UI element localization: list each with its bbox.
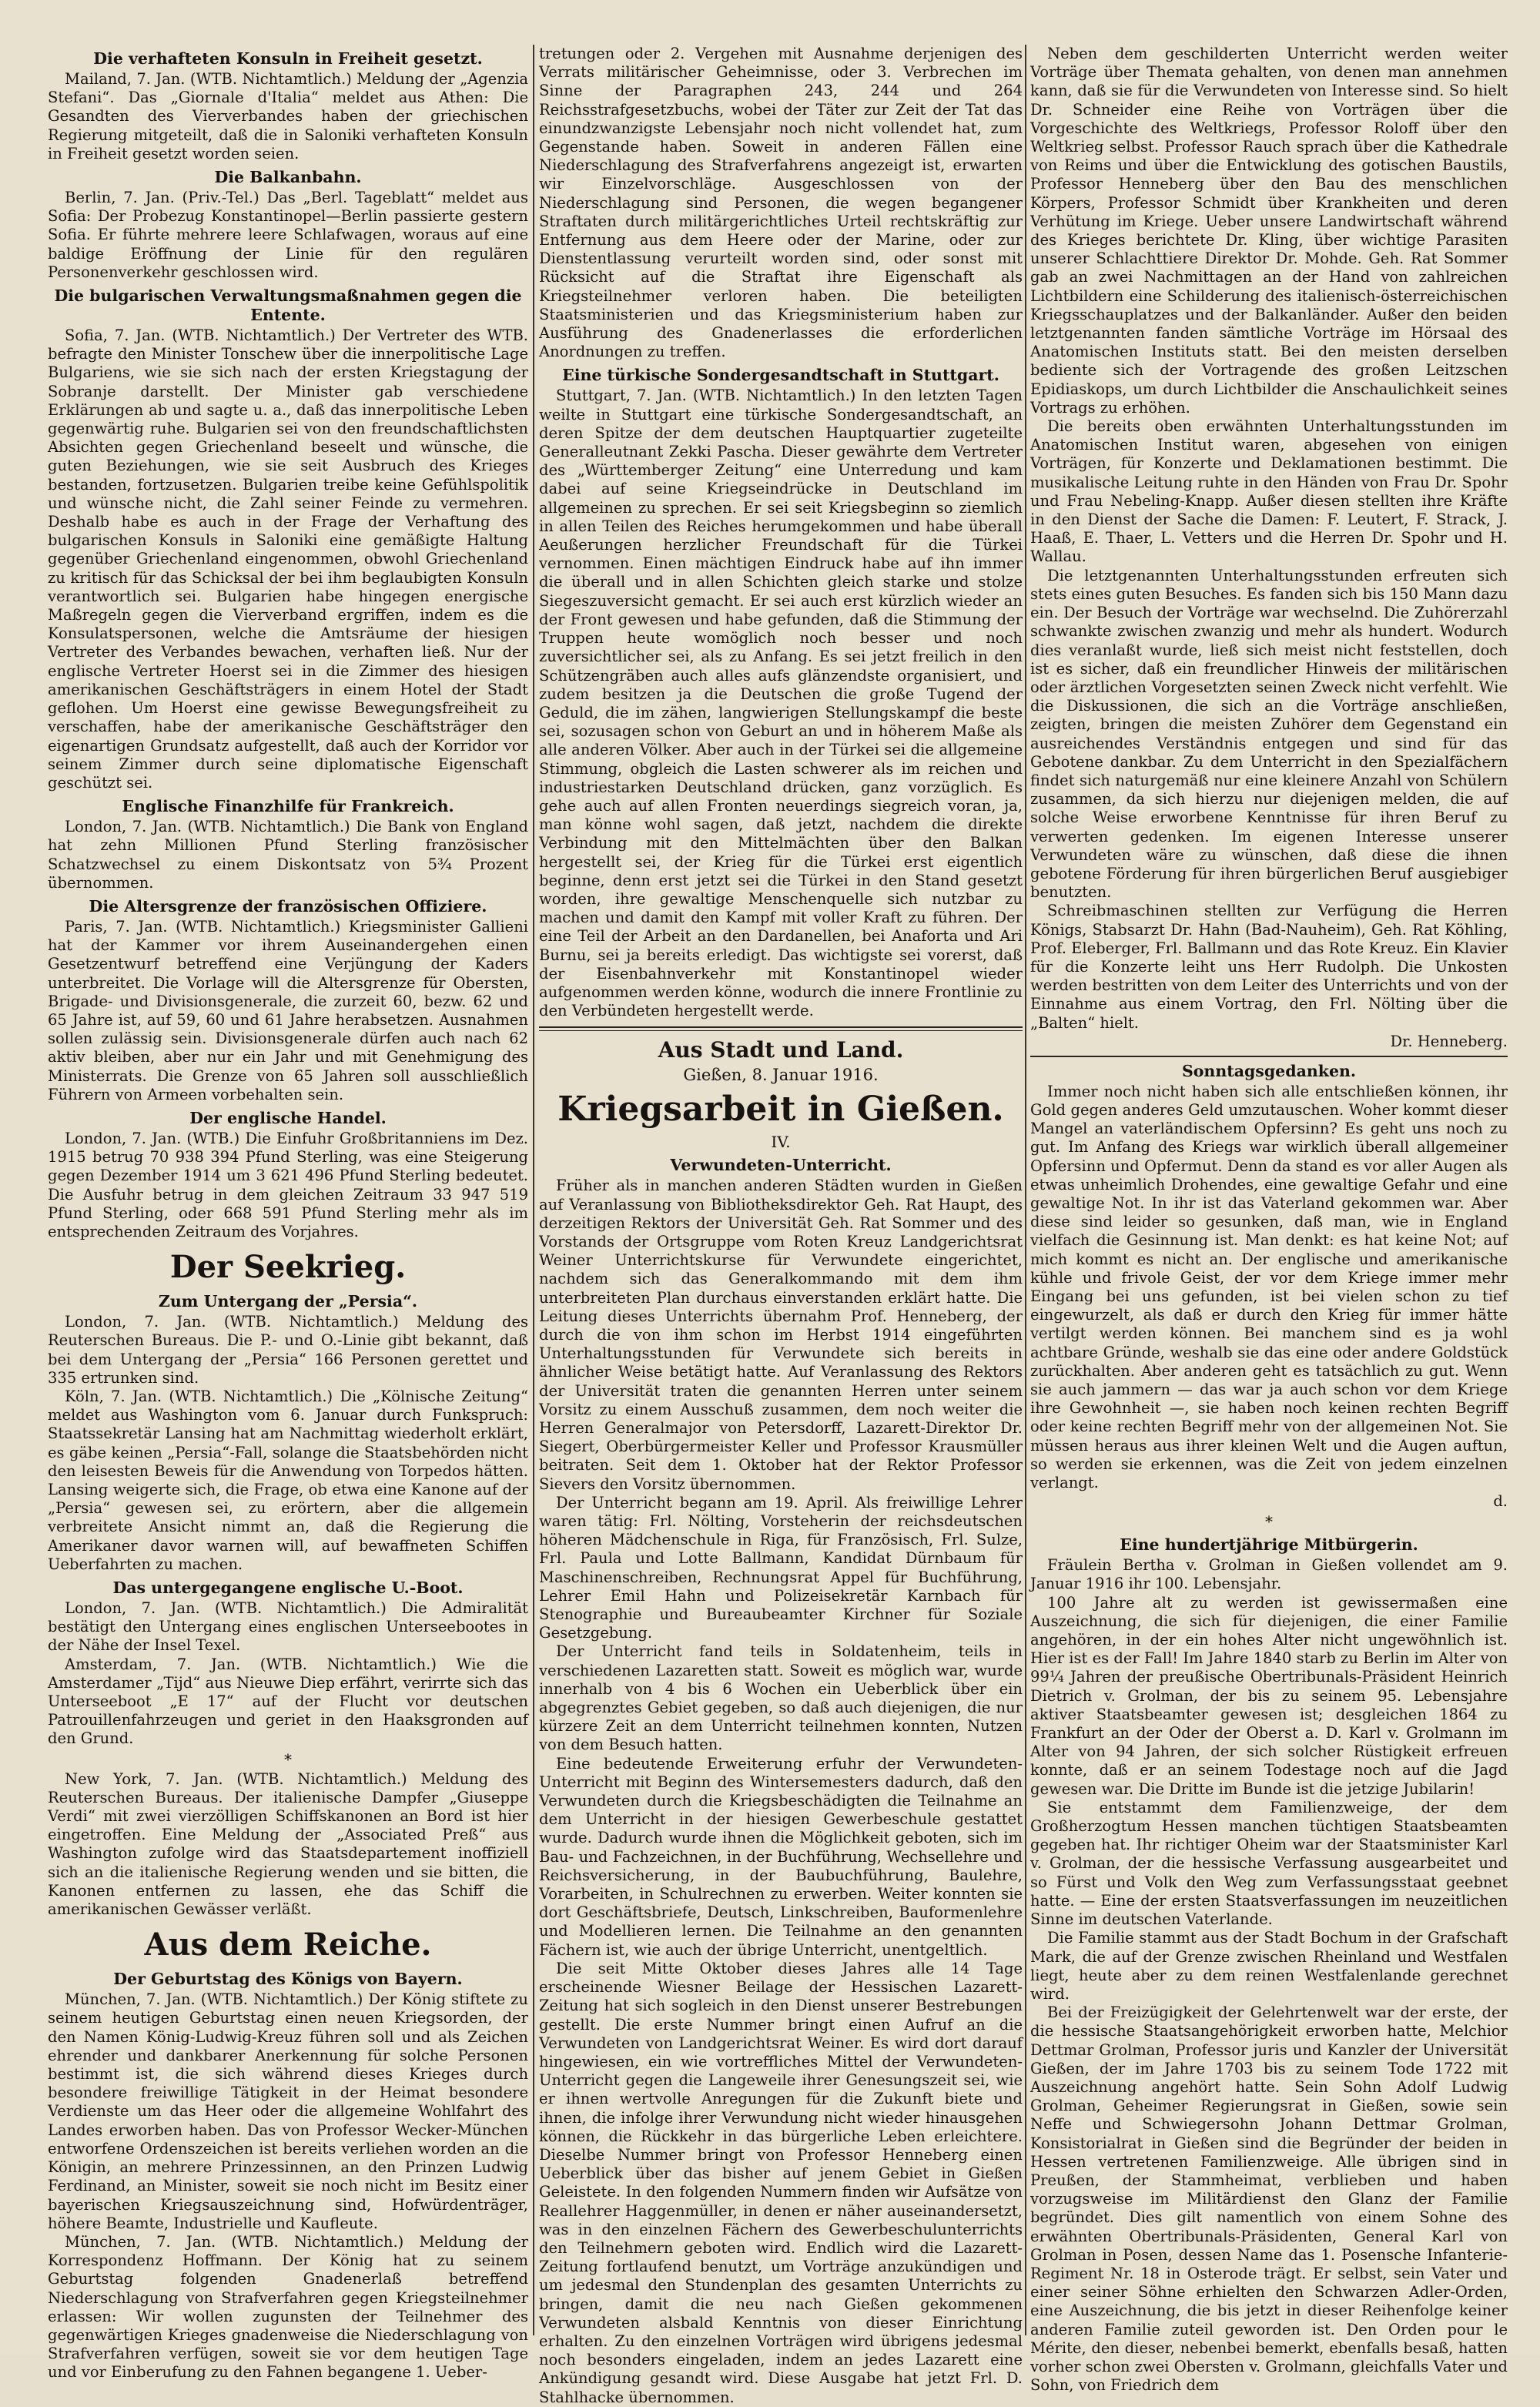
article-paragraph: Schreibmaschinen stellten zur Verfügung die Herren Königs, Stabsarzt Dr. Hahn (Bad-Nauheim), Geh. Rat Köhling, Prof. Eleberger, Frl. Ballmann und das Rote Kreuz. Ein Klavier für die Konzerte leiht uns Herr Rudolph. Die Unkosten werden bestritten von dem Leiter des Unterrichts und von der Einnahme aus einem Vortrag, den Frl. Nölting über die „Balten“ hielt. [1030, 902, 1508, 1032]
column-divider [1025, 45, 1026, 2335]
section-banner: Aus Stadt und Land. [658, 1037, 904, 1063]
article-paragraph: Fräulein Bertha v. Grolman in Gießen vollendet am 9. Januar 1916 ihr 100. Lebensjahr. [1030, 1556, 1508, 1593]
article-paragraph: tretungen oder 2. Vergehen mit Ausnahme derjenigen des Verrats militärischer Geheimnisse, oder 3. Verbrechen im Sinne der Paragraphen 243, 244 und 264 Reichsstrafgesetzbuchs, wobei der Täter zur Zeit der Tat das einundzwanzigste Lebensjahr noch nicht vollendet hat, zum Gegenstande haben. Soweit in anderen Fällen eine Niederschlagung des Strafverfahrens angezeigt ist, erwarten wir Einzelvorschläge. Ausgeschlossen von der Niederschlagung sind Personen, die wegen begangener Straftaten durch militärgerichtliches Urteil rechtskräftig zur Entfernung aus dem Heere oder der Marine, oder zur Dienstentlassung verurteilt worden sind, oder sonst mit Rücksicht auf die Straftat ihre Eigenschaft als Kriegsteilnehmer verloren haben. Die beteiligten Staatsministerien und das Kriegsministerium haben zur Ausführung des Gnadenerlasses die erforderlichen Anordnungen zu treffen. [539, 45, 1023, 361]
article-paragraph: Amsterdam, 7. Jan. (WTB. Nichtamtlich.) Wie die Amsterdamer „Tijd“ aus Nieuwe Diep erfährt, verirrte sich das Unterseeboot „E 17“ auf der Flucht vor deutschen Patrouillenfahrzeugen und geriet in den Haaksgronden auf den Grund. [48, 1655, 528, 1748]
article-paragraph: Die letztgenannten Unterhaltungsstunden erfreuten sich stets eines guten Besuches. Es fanden sich bis 150 Mann dazu ein. Der Besuch der Vorträge war wechselnd. Die Zuhörerzahl schwankte zwischen zwanzig und mehr als hundert. Wodurch dies veranlaßt wurde, ließ sich meist nicht feststellen, doch ist es sicher, daß ein freundlicher Hinweis der militärischen oder ärztlichen Vorgesetzten seinen Zweck nicht verfehlt. Wie die Diskussionen, die sich an die Vorträge anschließen, zeigten, bringen die meisten Zuhörer dem Gegenstand ein ausreichendes Verständnis entgegen und sind für das Gebotene dankbar. Zu dem Unterricht in den Spezialfächern findet sich naturgemäß nur eine kleinere Anzahl von Schülern zusammen, da sich hierzu nur diejenigen melden, die auf solche Weise erworbene Kenntnisse für ihren Beruf zu verwerten gedenken. Im eigenen Interesse unserer Verwundeten wäre zu wünschen, daß diese die ihnen gebotene Förderung für ihren bürgerlichen Beruf ausgiebiger benutzten. [1030, 566, 1508, 902]
column-left [48, 45, 528, 2382]
article-headline: Die Altersgrenze der französischen Offiziere. [89, 896, 487, 916]
article-headline: Sonntagsgedanken. [1181, 1061, 1357, 1080]
article-headline: Die verhafteten Konsuln in Freiheit gesetzt. [93, 49, 483, 68]
column-middle-top [539, 45, 1023, 1020]
section-heading: Der Seekrieg. [169, 1249, 407, 1286]
article-paragraph: London, 7. Jan. (WTB. Nichtamtlich.) Die Bank von England hat zehn Millionen Pfund Sterling französischer Schatzwechsel zu einem Diskontsatz von 5¾ Prozent übernommen. [48, 818, 528, 892]
article-paragraph: Bei der Freizügigkeit der Gelehrtenwelt war der erste, der die hessische Staatsangehörigkeit erworben hatte, Melchior Dettmar Grolman, Professor juris und Kanzler der Universität Gießen, der im Jahre 1703 bis zu seinem Tode 1722 mit Auszeichnung angehört hatte. Sein Sohn Adolf Ludwig Grolman, Geheimer Regierungsrat in Gießen, sowie sein Neffe und Schwiegersohn Johann Dettmar Grolman, Konsistorialrat in Gießen sind die Begründer der beiden in Hessen vertretenen Familienzweige. Alle übrigen sind in Preußen, der Stammheimat, verblieben und haben vorzugsweise im Militärdienst den Glanz der Familie begründet. Dies gilt namentlich von einem Sohne des erwähnten Obertribunals-Präsidenten, General Karl von Grolman in Posen, dessen Name das 1. Posensche Infanterie-Regiment Nr. 18 in Osterode trägt. Er selbst, sein Vater und einer seiner Söhne erhielten den Schwarzen Adler-Orden, eine Auszeichnung, die bis jetzt in dieser Reihenfolge keiner anderen Familie zuteil geworden ist. Den Orden pour le Mérite, den dieser, nebenbei bemerkt, ebenfalls besaß, hatten vorher schon zwei Obersten v. Grolmann, gleichfalls Vater und Sohn, von Friedrich dem [1030, 2004, 1508, 2395]
article-paragraph: Der Unterricht begann am 19. April. Als freiwillige Lehrer waren tätig: Frl. Nölting, Vorsteherin der reichsdeutschen höheren Mädchenschule in Riga, für Französisch, Frl. Sulze, Frl. Paula und Lotte Ballmann, Kandidat Dürnbaum für Maschinenschreiben, Rechnungsrat Appel für Buchführung, Lehrer Emil Hahn und Polizeisekretär Karnbach für Stenographie und Bureaubeamter Kirchner für Soziale Gesetzgebung. [539, 1493, 1023, 1642]
article-paragraph: Köln, 7. Jan. (WTB. Nichtamtlich.) Die „Kölnische Zeitung“ meldet aus Washington vom 6. Januar durch Funkspruch: Staatssekretär Lansing hat am Nachmittag wiederholt erklärt, es gäbe keinen „Persia“-Fall, solange die Staatsbehörden nicht den leisesten Beweis für die Anwendung von Torpedos hätten. Lansing weigerte sich, die Frage, ob etwa eine Kanone auf der „Persia“ gewesen sei, zu erörtern, aber die allgemein verbreitete Ansicht nimmt an, daß die Regierung die Amerikaner davor warnen will, auf bewaffneten Schiffen Ueberfahrten zu machen. [48, 1387, 528, 1573]
article-headline: Die Balkanbahn. [214, 168, 362, 187]
local-news-section [539, 1037, 1023, 2406]
article-paragraph: London, 7. Jan. (WTB. Nichtamtlich.) Meldung des Reuterschen Bureaus. Die P.- und O.-Linie gibt bekannt, daß bei dem Untergang der „Persia“ 166 Personen gerettet und 335 ertrunken sind. [48, 1313, 528, 1387]
article-paragraph: München, 7. Jan. (WTB. Nichtamtlich.) Meldung der Korrespondenz Hoffmann. Der König hat zu seinem Geburtstag folgenden Gnadenerlaß betreffend Niederschlagung von Strafverfahren gegen Kriegsteilnehmer erlassen: Wir wollen zugunsten der Teilnehmer des gegenwärtigen Krieges gnadenweise die Niederschlagung von Strafverfahren verfügen, soweit sie vor dem heutigen Tage und vor Einberufung zu den Fahnen begangene 1. Ueber- [48, 2232, 528, 2382]
section-heading: Aus dem Reiche. [144, 1927, 432, 1963]
article-headline: Englische Finanzhilfe für Frankreich. [122, 797, 454, 816]
feature-headline: Kriegsarbeit in Gießen. [557, 1090, 1004, 1130]
article-paragraph: München, 7. Jan. (WTB. Nichtamtlich.) Der König stiftete zu seinem heutigen Geburtstag einen neuen Kriegsorden, der den Namen König-Ludwig-Kreuz führen soll und als Zeichen ehrender und dankbarer Anerkennung für solche Personen bestimmt ist, die sich während dieses Krieges durch besondere freiwillige Tätigkeit in der Heimat besondere Verdienste um das Heer oder die allgemeine Wohlfahrt des Landes erworben haben. Das von Professor Wecker-München entworfene Ordenszeichen ist bereits verliehen worden an die Königin, an mehrere Prinzessinnen, an den Prinzen Ludwig Ferdinand, an Minister, soweit sie noch nicht im Besitz einer bayerischen Kriegsauszeichnung sind, Hofwürdenträger, höhere Beamte, Industrielle und Kaufleute. [48, 1990, 528, 2232]
article-paragraph: Die Familie stammt aus der Stadt Bochum in der Grafschaft Mark, die auf der Grenze zwischen Rheinland und Westfalen liegt, heute aber zu dem reinen Westfalenlande gerechnet wird. [1030, 1929, 1508, 2003]
article-paragraph: Sofia, 7. Jan. (WTB. Nichtamtlich.) Der Vertreter des WTB. befragte den Minister Tonschew über die innerpolitische Lage Bulgariens, wie sie sich nach der ersten Kriegstagung der Sobranje darstellt. Der Minister gab verschiedene Erklärungen ab und sagte u. a., daß das innerpolitische Leben gegenwärtig ruhe. Bulgarien sei von den freundschaftlichsten Absichten gegen Griechenland beseelt und wünsche, die guten Beziehungen, wie sie seit Ausbruch des Krieges bestanden, fortzusetzen. Bulgarien treibe keine Gefühlspolitik und wünsche nicht, die Zahl seiner Feinde zu vermehren. Deshalb habe es auch in der Frage der Verhaftung des bulgarischen Konsuls in Saloniki eine gemäßigte Haltung gegenüber Griechenland eingenommen, obwohl Griechenland zu kritisch für das Schicksal der bei ihm beglaubigten Konsuln verantwortlich sei. Bulgarien habe hingegen energische Maßregeln gegen die Vierverband ergriffen, indem es die Konsulatspersonen, welche die Amtsräume der hiesigen Vertreter des Verbandes bewachen, verhaften ließ. Nur der englische Vertreter Hoerst sei in die Zimmer des hiesigen amerikanischen Geschäftsträgers in einem Hotel der Stadt geflohen. Um Hoerst eine gewisse Bewegungsfreiheit zu verschaffen, habe der amerikanische Geschäftsträger den eigenartigen Grundsatz aufgestellt, daß auch der Korridor vor seinem Zimmer durch seine diplomatische Eigenschaft geschützt sei. [48, 326, 528, 792]
separator-star: * [1265, 1512, 1273, 1532]
column-right [1030, 45, 1508, 2395]
article-headline: Der englische Handel. [189, 1108, 387, 1127]
column-middle [539, 45, 1023, 2406]
dateline: Gießen, 8. Januar 1916. [683, 1066, 879, 1085]
article-paragraph: Sie entstammt dem Familienzweige, der dem Großherzogtum Hessen manchen tüchtigen Staatsbeamten gegeben hat. Ihr richtiger Oheim war der Staatsminister Karl v. Grolman, der die hessische Verfassung ausgearbeitet und so Fürst und Volk den Weg zum Verfassungsstaat geebnet hatte. — Eine der ersten Staatsverfassungen im neuzeitlichen Sinne im deutschen Vaterlande. [1030, 1798, 1508, 1929]
article-headline: Zum Untergang der „Persia“. [158, 1292, 418, 1311]
article-paragraph: Die bereits oben erwähnten Unterhaltungsstunden im Anatomischen Institut waren, abgesehen von einigen Vorträgen, für Konzerte und Deklamationen bestimmt. Die musikalische Leitung ruhte in den Händen von Frau Dr. Spohr und Frau Nebeling-Knapp. Außer diesen stellten ihre Kräfte in den Dienst der Sache die Damen: F. Leutert, F. Strack, J. Haaß, E. Thaer, L. Vetters und die Herren Dr. Spohr und H. Wallau. [1030, 417, 1508, 566]
article-paragraph: London, 7. Jan. (WTB. Nichtamtlich.) Die Admiralität bestätigt den Untergang eines englischen Unterseebootes in der Nähe der Insel Texel. [48, 1599, 528, 1655]
column-divider [533, 45, 534, 2335]
article-headline: Verwundeten-Unterricht. [670, 1156, 892, 1175]
part-number: IV. [771, 1133, 791, 1152]
article-paragraph: Immer noch nicht haben sich alle entschließen können, ihr Gold gegen anderes Geld umzutauschen. Woher kommt dieser Mangel an vaterländischem Opfersinn? Es geht uns noch zu gut. Im Anfang des Kriegs war wirklich überall allgemeiner Opfersinn und Opfermut. Denn da stand es vor aller Augen als etwas unheimlich Drohendes, eine gewaltige Gefahr und eine gewaltige Not. In ihr ist das Vaterland gekommen war. Aber diese sind leider so gesunken, daß man, wie in England vielfach die Gesinnung ist. Man denkt: es hat keine Not; auf mich kommt es nicht an. Der englische und amerikanische kühle und frivole Geist, der vor dem Kriege immer mehr Eingang bei uns gefunden, ist bei vielen schon zu tief eingewurzelt, als daß er durch den Krieg für immer hätte vertilgt werden können. Bei manchem sind es ja wohl achtbare Gründe, weshalb sie das eine oder andere Goldstück zurückhalten. Aber anderen geht es tatsächlich zu gut. Wenn sie auch jammern — das war ja auch schon vor dem Kriege ihre Gewohnheit —, sie haben noch keinen rechten Begriff oder keine rechten Begriff mehr von der allgemeinen Not. Sie müssen heraus aus ihrer kleinen Welt und die Augen auftun, so werden sie erkennen, was die Zeit von jedem einzelnen verlangt. [1030, 1082, 1508, 1492]
author-signature: Dr. Henneberg. [1390, 1032, 1508, 1050]
separator-star: * [284, 1749, 292, 1769]
article-paragraph: London, 7. Jan. (WTB.) Die Einfuhr Großbritanniens im Dez. 1915 betrug 70 938 394 Pfund Sterling, was eine Steigerung gegen Dezember 1914 um 3 621 496 Pfund Sterling bedeutet. Die Ausfuhr betrug in dem gleichen Zeitraum 33 947 519 Pfund Sterling, oder 668 591 Pfund Sterling mehr als im entsprechenden Zeitraum des Vorjahres. [48, 1129, 528, 1240]
article-headline: Die bulgarischen Verwaltungsmaßnahmen gegen die Entente. [54, 286, 522, 325]
article-paragraph: Stuttgart, 7. Jan. (WTB. Nichtamtlich.) In den letzten Tagen weilte in Stuttgart eine türkische Sondergesandtschaft, an deren Spitze der dem deutschen Hauptquartier zugeteilte Generalleutnant Zekki Pascha. Dieser gewährte dem Vertreter des „Württemberger Zeitung“ eine Unterredung und kam dabei auf seine Kriegseindrücke in Deutschland im allgemeinen zu sprechen. Er sei seit Kriegsbeginn so ziemlich in allen Teilen des Reiches herumgekommen und habe überall Aeußerungen herzlicher Freundschaft für die Türkei vernommen. Einen mächtigen Eindruck habe auf ihn immer die überall und in allen Schichten gleich starke und stolze Siegeszuversicht gemacht. Er sei auch erst kürzlich wieder an der Front gewesen und habe gefunden, daß die Stimmung der Truppen heute womöglich noch besser und noch zuversichtlicher sei, als zu Anfang. Es sei jetzt freilich in den Schützengräben auch alles aufs glänzendste organisiert, und zudem besitzen ja die Deutschen die große Tugend der Geduld, die im zähen, langwierigen Stellungskampf die beste sei, sozusagen schon von Geburt an und in höherem Maße als alle anderen Völker. Aber auch in der Türkei sei die allgemeine Stimmung, obgleich die Lasten schwerer als im reichen und industriestarken Deutschland drücken, ganz vorzüglich. Es gehe auch auf allen Fronten neuerdings siegreich voran, ja, man könne wohl sagen, daß jetzt, nachdem die direkte Verbindung mit den Mittelmächten über den Balkan hergestellt sei, der Krieg für die Türkei erst eigentlich beginne, denn erst jetzt sei die Türkei in den Stand gesetzt worden, ihre gewaltige Menschenquelle sich nutzbar zu machen und damit den Kampf mit voller Kraft zu führen. Der eine Teil der Arbeit an den Dardanellen, bei Anaforta und Ari Burnu, sei ja bereits erledigt. Das wichtigste sei vorerst, daß der Eisenbahnverkehr mit Konstantinopel wieder aufgenommen werden könne, wodurch die innere Frontlinie zu den Verbündeten hergestellt werde. [539, 387, 1023, 1020]
article-paragraph: Berlin, 7. Jan. (Priv.-Tel.) Das „Berl. Tageblatt“ meldet aus Sofia: Der Probezug Konstantinopel—Berlin passierte gestern Sofia. Er führte mehrere leere Schlafwagen, woraus auf eine baldige Eröffnung der Linie für den regulären Personenverkehr geschlossen wird. [48, 189, 528, 281]
article-paragraph: Neben dem geschilderten Unterricht werden weiter Vorträge über Themata gehalten, von denen man annehmen kann, daß sie für die Verwundeten von Interesse sind. So hielt Dr. Schneider eine Reihe von Vorträgen über die Vorgeschichte des Weltkriegs, Professor Roloff über den Weltkrieg selbst. Professor Rauch sprach über die Kathedrale von Reims und über die Entwicklung des gotischen Baustils, Professor Henneberg über den Bau des menschlichen Körpers, Professor Schmidt über Krankheiten und deren Verhütung im Kriege. Ueber unsere Landwirtschaft während des Krieges berichtete Dr. Kling, über wichtige Parasiten unserer Schlachttiere Direktor Dr. Mohde. Geh. Rat Sommer gab an zwei Nachmittagen an der Hand von zahlreichen Lichtbildern eine Schilderung des italienisch-österreichischen Kriegsschauplatzes und der Balkanländer. Außer den beiden letztgenannten fanden sämtliche Vorträge im Hörsaal des Anatomischen Instituts statt. Bei den meisten derselben bediente sich der Vortragende des großen Leitzschen Epidiaskops, um durch Lichtbilder die Anschaulichkeit seines Vortrags zu erhöhen. [1030, 45, 1508, 417]
article-headline: Das untergegangene englische U.-Boot. [112, 1578, 464, 1598]
article-headline: Der Geburtstag des Königs von Bayern. [113, 1970, 463, 1989]
section-divider [539, 1026, 1023, 1031]
article-paragraph: Die seit Mitte Oktober dieses Jahres alle 14 Tage erscheinende Wiesner Beilage der Hessischen Lazarett-Zeitung hat sich sogleich in den Dienst unserer Bestrebungen gestellt. Die erste Nummer bringt einen Aufruf an die Verwundeten von Landgerichtsrat Weiner. Es wird dort darauf hingewiesen, ein wie vortreffliches Mittel der Verwundeten-Unterricht gegen die Langeweile ihrer Genesungszeit sei, wie er ihnen wertvolle Anregungen für die Zukunft biete und ihnen, die infolge ihrer Verwundung nicht wieder hinausgehen können, die Rückkehr in das bürgerliche Leben erleichtere. Dieselbe Nummer bringt von Professor Henneberg einen Ueberblick über das bisher auf jenem Gebiet in Gießen Geleistete. In den folgenden Nummern finden wir Aufsätze von Reallehrer Haggenmüller, in denen er näher auseinandersetzt, was in den einzelnen Fächern des Gewerbeschulunterrichts den Teilnehmern geboten wird. Endlich wird die Lazarett-Zeitung fortlaufend benutzt, um Vorträge anzukündigen und um jedesmal den Stundenplan des gesamten Unterrichts zu bringen, damit die neu nach Gießen gekommenen Verwundeten alsbald Kenntnis von dieser Einrichtung erhalten. Zu den einzelnen Vorträgen wird übrigens jedesmal noch besonders eingeladen, indem an jedes Lazarett eine Ankündigung gesandt wird. Diese Ausgabe hat jetzt Frl. D. Stahlhacke übernommen. [539, 1959, 1023, 2406]
article-paragraph: New York, 7. Jan. (WTB. Nichtamtlich.) Meldung des Reuterschen Bureaus. Der italienische Dampfer „Giuseppe Verdi“ mit zwei vierzölligen Schiffskanonen an Bord ist hier eingetroffen. Eine Meldung der „Associated Preß“ aus Washington zufolge wird das Staatsdepartement inoffiziell sich an die italienische Regierung wenden und sie bitten, die Kanonen entfernen zu lassen, ehe das Schiff die amerikanischen Gewässer verläßt. [48, 1769, 528, 1919]
article-paragraph: Früher als in manchen anderen Städten wurden in Gießen auf Veranlassung von Bibliotheksdirektor Geh. Rat Haupt, des derzeitigen Rektors der Universität Geh. Rat Sommer und des Vorstands der Ortsgruppe vom Roten Kreuz Landgerichtsrat Weiner Unterrichtskurse für Verwundete eingerichtet, nachdem sich das Generalkommando mit dem ihm unterbreiteten Plan durchaus einverstanden erklärt hatte. Die Leitung dieses Unterrichts übernahm Prof. Henneberg, der durch die von ihm schon im Herbst 1914 eingeführten Unterhaltungsstunden für Verwundete sich bereits in ähnlicher Weise betätigt hatte. Auf Veranlassung des Rektors der Universität traten die genannten Herren unter seinem Vorsitz zu einem Ausschuß zusammen, dem noch weiter die Herren Generalmajor von Petersdorff, Lazarett-Direktor Dr. Siegert, Oberbürgermeister Keller und Professor Krausmüller beitraten. Seit dem 1. Oktober hat der Rektor Professor Sievers den Vorsitz übernommen. [539, 1177, 1023, 1493]
article-paragraph: 100 Jahre alt zu werden ist gewissermaßen eine Auszeichnung, die sich für diejenigen, die einer Familie angehören, in der ein hohes Alter nicht ungewöhnlich ist. Hier ist es der Fall! Im Jahre 1840 starb zu Berlin im Alter von 99¼ Jahren der preußische Obertribunals-Präsident Heinrich Dietrich v. Grolman, der bis zu seinem 95. Lebensjahre aktiver Staatsbeamter gewesen ist; desgleichen 1864 zu Frankfurt an der Oder der Oberst a. D. Karl v. Grolmann im Alter von 94 Jahren, der sich solcher Rüstigkeit erfreuen konnte, daß er an seinem Todestage noch auf die Jagd gewesen war. Die Dritte im Bunde ist die jetzige Jubilarin! [1030, 1593, 1508, 1798]
article-headline: Eine hundertjährige Mitbürgerin. [1120, 1535, 1418, 1555]
article-paragraph: Mailand, 7. Jan. (WTB. Nichtamtlich.) Meldung der „Agenzia Stefani“. Das „Giornale d'Italia“ meldet aus Athen: Die Gesandten des Vierverbandes haben der griechischen Regierung mitgeteilt, daß die in Saloniki verhafteten Konsuln in Freiheit gesetzt worden seien. [48, 70, 528, 162]
rule-divider [1030, 1056, 1508, 1057]
article-paragraph: Paris, 7. Jan. (WTB. Nichtamtlich.) Kriegsminister Gallieni hat der Kammer vor ihrem Auseinandergehen einen Gesetzentwurf betreffend eine Verjüngung der Kaders unterbreitet. Die Vorlage will die Altersgrenze für Obersten, Brigade- und Divisionsgenerale, die zurzeit 60, bezw. 62 und 65 Jahre ist, auf 59, 60 und 61 Jahre herabsetzen. Ausnahmen sollen zulässig sein. Divisionsgenerale dürfen auch nach 62 aktiv bleiben, aber nur ein Jahr und mit Genehmigung des Ministerrats. Die Grenze von 65 Jahren soll ausschließlich Führern von Armeen vorbehalten sein. [48, 917, 528, 1103]
article-headline: Eine türkische Sondergesandtschaft in Stuttgart. [562, 366, 999, 385]
author-signature: d. [1493, 1492, 1508, 1511]
article-paragraph: Der Unterricht fand teils in Soldatenheim, teils in verschiedenen Lazaretten statt. Soweit es möglich war, wurde innerhalb von 4 bis 6 Wochen ein Ueberblick über ein abgegrenztes Gebiet gegeben, so daß auch diejenigen, die nur kürzere Zeit an dem Unterricht teilnehmen konnten, Nutzen von dem Besuch hatten. [539, 1642, 1023, 1754]
article-paragraph: Eine bedeutende Erweiterung erfuhr der Verwundeten-Unterricht mit Beginn des Wintersemesters dadurch, daß den Verwundeten durch die Kriegsbeschädigten die Teilnahme an dem Unterricht in der hiesigen Gewerbeschule gestattet wurde. Dadurch wurde ihnen die Möglichkeit geboten, sich im Bau- und Fachzeichnen, in der Buchführung, Wechsellehre und Reichsversicherung, in der Baubuchführung, Baulehre, Vorarbeiten, in Schulrechnen zu erwerben. Weiter konnten sie dort Geschäftsbriefe, Deutsch, Linkschreiben, Bauformenlehre und Modellieren lernen. Die Teilnahme an den genannten Fächern ist, wie auch der übrige Unterricht, unentgeltlich. [539, 1754, 1023, 1959]
